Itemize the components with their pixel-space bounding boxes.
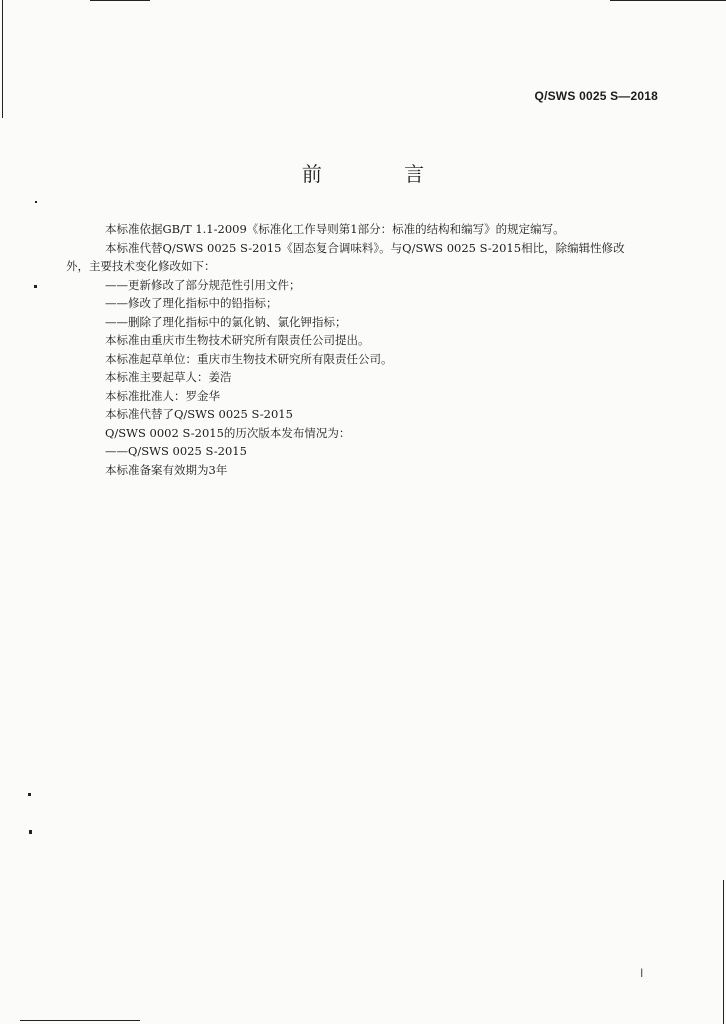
scan-dot [29, 830, 32, 834]
list-item: ——Q/SWS 0025 S-2015 [105, 444, 247, 458]
list-item: ——更新修改了部分规范性引用文件； [105, 277, 301, 292]
scan-edge-line-right [723, 880, 724, 1024]
paragraph: 本标准代替Q/SWS 0025 S-2015《固态复合调味料》。与Q/SWS 0025 S-2015相比，除编辑性修改 [105, 240, 625, 255]
list-item: ——修改了理化指标中的铅指标； [105, 296, 278, 310]
paragraph: 本标准依据GB/T 1.1-2009《标准化工作导则第1部分：标准的结构和编写》的规定编写。 [105, 222, 565, 236]
paragraph: 外，主要技术变化修改如下： [66, 259, 216, 273]
scan-dot [28, 793, 31, 796]
scan-edge-line-top [90, 0, 150, 1]
page-title: 前 言 [301, 162, 463, 186]
foreword-body [66, 220, 659, 479]
list-item: ——删除了理化指标中的氯化钠、氯化钾指标； [105, 314, 347, 329]
standard-code: Q/SWS 0025 S—2018 [534, 89, 658, 103]
paragraph: Q/SWS 0002 S-2015的历次版本发布情况为： [105, 425, 351, 440]
scan-dot [35, 201, 37, 203]
paragraph: 本标准代替了Q/SWS 0025 S-2015 [105, 407, 293, 421]
paragraph: 本标准备案有效期为3年 [105, 462, 228, 477]
paragraph: 本标准起草单位：重庆市生物技术研究所有限责任公司。 [105, 351, 393, 366]
scan-edge-line-bottom [20, 1020, 140, 1021]
scan-edge-line-left [2, 0, 3, 118]
page-number: I [640, 966, 644, 980]
paragraph: 本标准主要起草人：姜浩 [105, 370, 232, 384]
scan-dot [34, 285, 37, 288]
paragraph: 本标准由重庆市生物技术研究所有限责任公司提出。 [105, 333, 370, 347]
paragraph: 本标准批准人：罗金华 [105, 388, 220, 403]
scan-edge-line-top-right [610, 0, 726, 1]
